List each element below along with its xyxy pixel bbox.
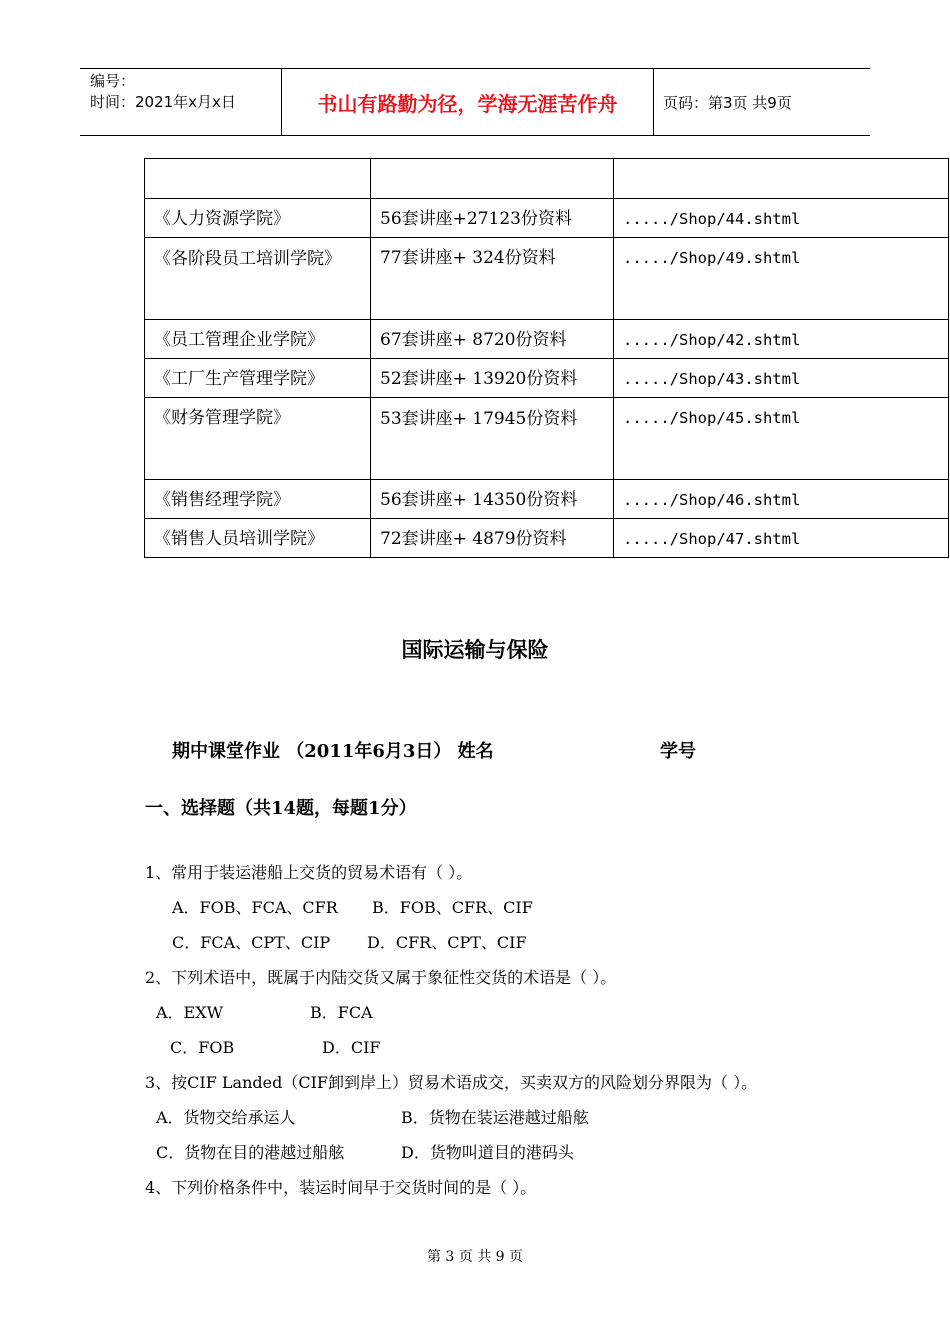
- table-cell-name: 《财务管理学院》: [145, 398, 371, 480]
- table-cell-count: 67套讲座+ 8720份资料: [371, 320, 614, 359]
- header-number: 编号：: [90, 72, 136, 90]
- table-cell-link[interactable]: ...../Shop/46.shtml: [614, 480, 949, 519]
- table-cell-link[interactable]: ...../Shop/45.shtml: [614, 398, 949, 480]
- student-id-label: 学号: [660, 741, 696, 762]
- question-4: 4、下列价格条件中，装运时间早于交货时间的是（ ）。: [145, 1178, 537, 1197]
- table-cell-name: 《各阶段员工培训学院》: [145, 238, 371, 320]
- table-cell-link[interactable]: ...../Shop/49.shtml: [614, 238, 949, 320]
- table-row: [145, 519, 949, 558]
- option-2b: B．FCA: [310, 1003, 373, 1022]
- table-cell-link[interactable]: ...../Shop/44.shtml: [614, 199, 949, 238]
- header-meta: [80, 69, 281, 135]
- assignment-info: 期中课堂作业 （2011年6月3日） 姓名: [172, 741, 494, 762]
- table-cell-count: 56套讲座+27123份资料: [371, 199, 614, 238]
- table-row: [145, 398, 949, 480]
- page-header: [80, 68, 870, 136]
- option-2c: C．FOB: [170, 1038, 235, 1057]
- table-cell-count: 77套讲座+ 324份资料: [371, 238, 614, 320]
- table-cell-count: 52套讲座+ 13920份资料: [371, 359, 614, 398]
- page-footer: 第 3 页 共 9 页: [426, 1249, 524, 1265]
- table-cell-link[interactable]: [614, 159, 949, 199]
- table-cell-link[interactable]: ...../Shop/42.shtml: [614, 320, 949, 359]
- question-3: 3、按CIF Landed（CIF卸到岸上）贸易术语成交，买卖双方的风险划分界限为（ ）。: [145, 1073, 758, 1092]
- option-3c: C．货物在目的港越过船舷: [156, 1143, 345, 1162]
- table-cell-link[interactable]: ...../Shop/43.shtml: [614, 359, 949, 398]
- table-row: [145, 320, 949, 359]
- table-cell-name: [145, 159, 371, 199]
- table-row: [145, 480, 949, 519]
- option-1a: A．FOB、FCA、CFR: [172, 898, 338, 917]
- option-2a: A．EXW: [156, 1003, 224, 1022]
- question-1: 1、常用于装运港船上交货的贸易术语有（ ）。: [145, 863, 473, 882]
- table-cell-count: 53套讲座+ 17945份资料: [371, 398, 614, 480]
- option-3a: A．货物交给承运人: [156, 1108, 296, 1127]
- table-cell-count: 72套讲座+ 4879份资料: [371, 519, 614, 558]
- table-cell-name: 《员工管理企业学院》: [145, 320, 371, 359]
- option-2d: D．CIF: [322, 1038, 381, 1057]
- option-1b: B．FOB、CFR、CIF: [372, 898, 533, 917]
- table-row: [145, 238, 949, 320]
- option-3d: D．货物叫道目的港码头: [401, 1143, 574, 1162]
- table-cell-link[interactable]: ...../Shop/47.shtml: [614, 519, 949, 558]
- header-page-info: 页码：第3页 共9页: [663, 93, 792, 112]
- table-cell-name: 《销售经理学院》: [145, 480, 371, 519]
- table-row: [145, 159, 949, 199]
- header-time: 时间：2021年x月x日: [90, 93, 236, 111]
- table-cell-count: 56套讲座+ 14350份资料: [371, 480, 614, 519]
- question-2: 2、下列术语中，既属于内陆交货又属于象征性交货的术语是（ ）。: [145, 968, 617, 987]
- header-motto: 书山有路勤为径，学海无涯苦作舟: [281, 69, 654, 135]
- section-heading: 一、选择题（共14题，每题1分）: [145, 798, 417, 819]
- table-cell-count: [371, 159, 614, 199]
- document-title: 国际运输与保险: [401, 637, 549, 662]
- option-1c: C．FCA、CPT、CIP: [172, 933, 331, 952]
- table-cell-name: 《工厂生产管理学院》: [145, 359, 371, 398]
- option-1d: D．CFR、CPT、CIF: [367, 933, 527, 952]
- option-3b: B．货物在装运港越过船舷: [401, 1108, 589, 1127]
- table-cell-name: 《人力资源学院》: [145, 199, 371, 238]
- table-cell-name: 《销售人员培训学院》: [145, 519, 371, 558]
- resource-table: [144, 158, 949, 558]
- table-row: [145, 199, 949, 238]
- table-row: [145, 359, 949, 398]
